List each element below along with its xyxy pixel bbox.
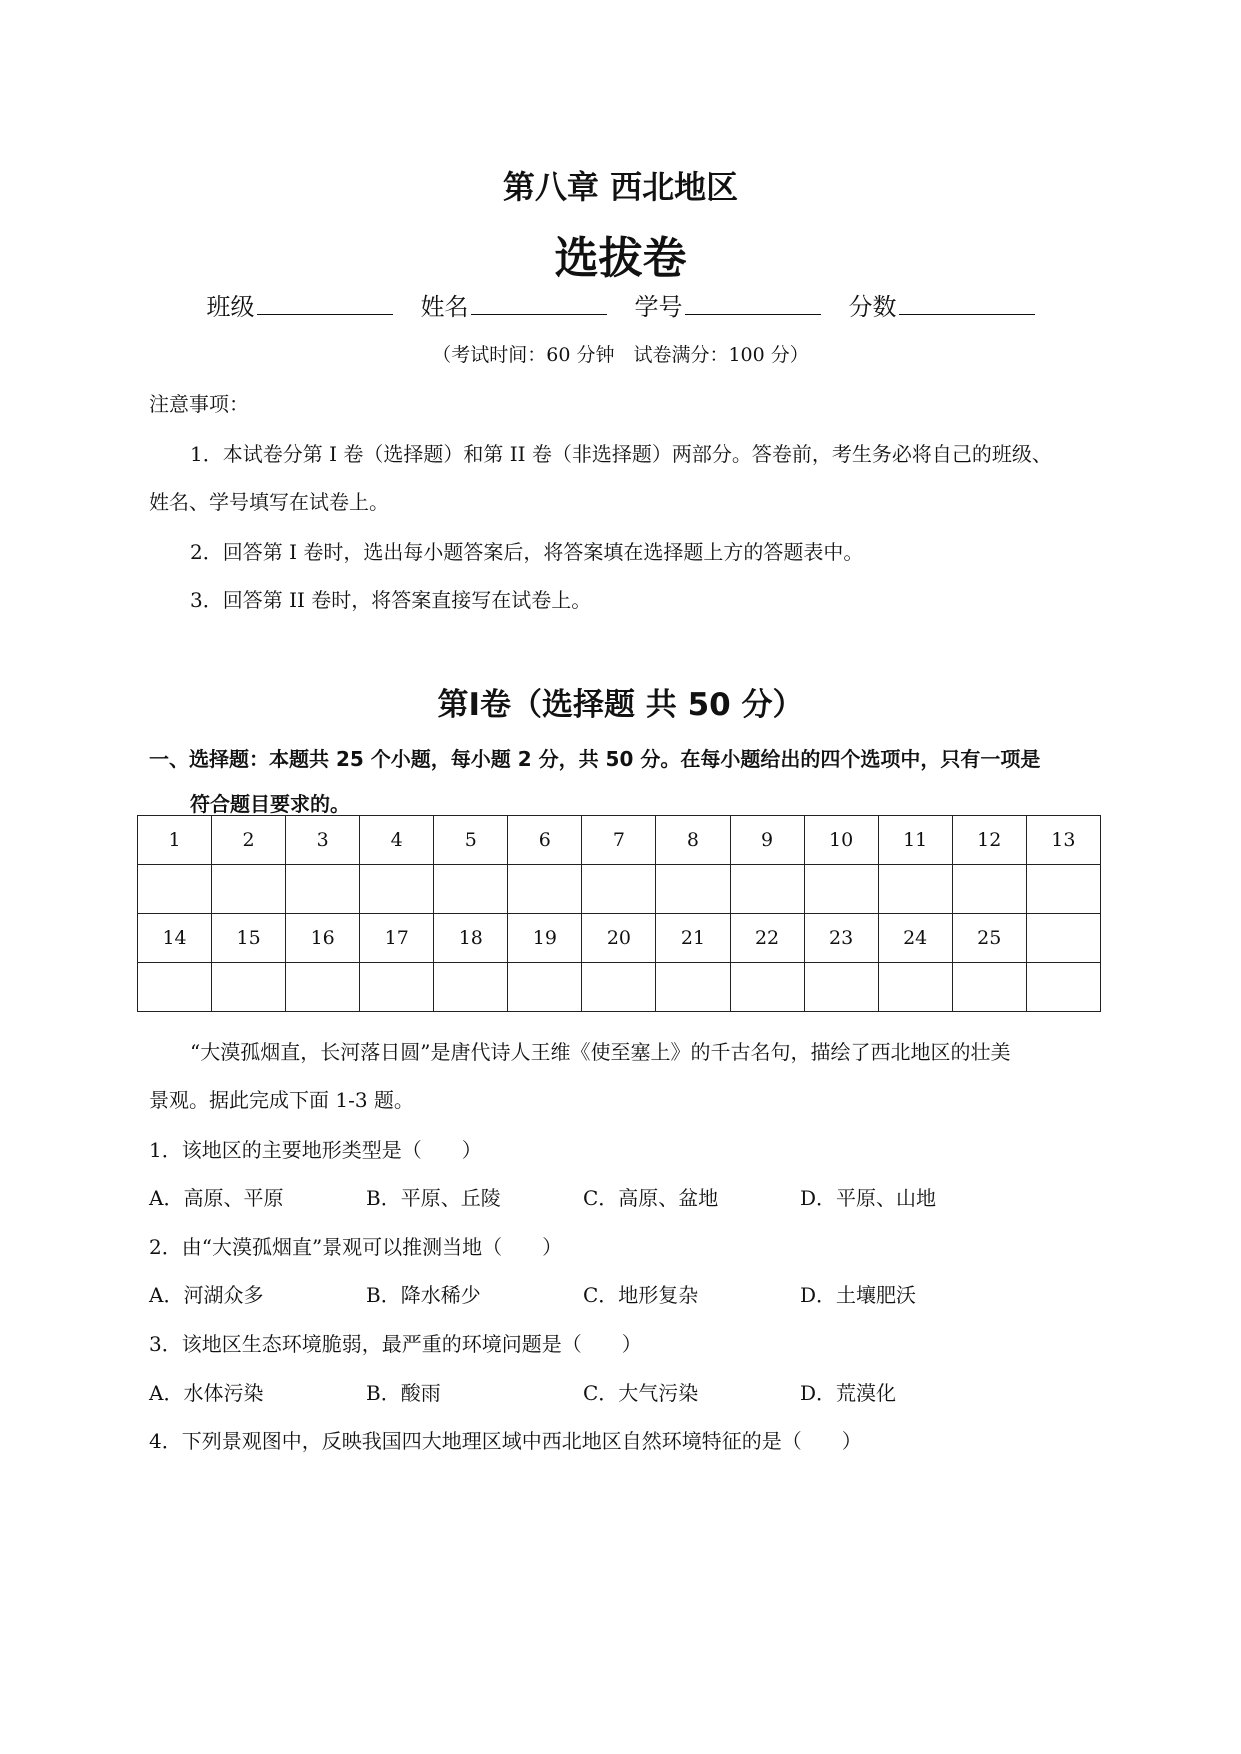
question-number: 18: [434, 914, 508, 963]
answer-cell[interactable]: [730, 865, 804, 914]
question-number: 25: [952, 914, 1026, 963]
answer-cell[interactable]: [878, 865, 952, 914]
question-number: 10: [804, 816, 878, 865]
question-1-stem: 1．该地区的主要地形类型是（ ）: [149, 1138, 482, 1162]
question-2-option-a[interactable]: A．河湖众多: [149, 1283, 264, 1307]
question-2-stem: 2．由“大漠孤烟直”景观可以推测当地（ ）: [149, 1235, 563, 1259]
question-number: 7: [582, 816, 656, 865]
answer-cell[interactable]: [138, 963, 212, 1012]
question-1-option-a[interactable]: A．高原、平原: [149, 1186, 284, 1210]
notice-heading: 注意事项：: [149, 392, 249, 416]
answer-cell[interactable]: [360, 865, 434, 914]
answer-cell[interactable]: [952, 865, 1026, 914]
question-3-option-a[interactable]: A．水体污染: [149, 1381, 264, 1405]
answer-cell[interactable]: [1026, 865, 1100, 914]
student-info-line: [0, 287, 1241, 322]
name-label: 姓名: [420, 293, 469, 321]
answer-cell[interactable]: [952, 963, 1026, 1012]
paper-subtitle: 选拔卷: [554, 233, 687, 284]
question-3-stem: 3．该地区生态环境脆弱，最严重的环境问题是（ ）: [149, 1332, 642, 1356]
notice-item-3: 3．回答第 II 卷时，将答案直接写在试卷上。: [190, 588, 592, 612]
answer-blank-row: [138, 865, 1101, 914]
question-number: 12: [952, 816, 1026, 865]
section-instruction: 一、选择题：本题共 25 个小题，每小题 2 分，共 50 分。在每小题给出的四个选项中，只有一项是: [149, 747, 1041, 771]
answer-cell[interactable]: [1026, 963, 1100, 1012]
question-2-option-b[interactable]: B．降水稀少: [366, 1283, 481, 1307]
answer-blank-row: [138, 963, 1101, 1012]
question-1-option-d[interactable]: D．平原、山地: [800, 1186, 937, 1210]
answer-cell[interactable]: [434, 865, 508, 914]
question-2-option-c[interactable]: C．地形复杂: [583, 1283, 699, 1307]
student-id-label: 学号: [634, 293, 683, 321]
section-instruction-cont: 符合题目要求的。: [190, 792, 350, 816]
answer-table: [137, 815, 1101, 1012]
section-title: 第I卷（选择题 共 50 分）: [437, 687, 804, 723]
answer-cell[interactable]: [508, 865, 582, 914]
answer-cell[interactable]: [656, 865, 730, 914]
notice-item-1: 1．本试卷分第 I 卷（选择题）和第 II 卷（非选择题）两部分。答卷前，考生务必将自己的班级、: [190, 442, 1052, 466]
question-number: 23: [804, 914, 878, 963]
question-number: 14: [138, 914, 212, 963]
class-label: 班级: [206, 293, 255, 321]
class-blank[interactable]: [257, 292, 393, 315]
student-id-blank[interactable]: [685, 292, 821, 315]
question-number: 4: [360, 816, 434, 865]
question-2-option-d[interactable]: D．土壤肥沃: [800, 1283, 917, 1307]
question-number: 20: [582, 914, 656, 963]
question-4-stem: 4．下列景观图中，反映我国四大地理区域中西北地区自然环境特征的是（ ）: [149, 1429, 862, 1453]
class-field[interactable]: [207, 287, 393, 322]
question-number: 22: [730, 914, 804, 963]
question-number: 5: [434, 816, 508, 865]
answer-cell[interactable]: [730, 963, 804, 1012]
answer-number-row: [138, 914, 1101, 963]
question-number: 1: [138, 816, 212, 865]
question-number: 21: [656, 914, 730, 963]
answer-cell[interactable]: [286, 865, 360, 914]
question-number: 8: [656, 816, 730, 865]
answer-cell[interactable]: [804, 963, 878, 1012]
question-number: [1026, 914, 1100, 963]
question-1-option-c[interactable]: C．高原、盆地: [583, 1186, 719, 1210]
question-number: 11: [878, 816, 952, 865]
question-number: 9: [730, 816, 804, 865]
student-id-field[interactable]: [635, 287, 821, 322]
passage-text: “大漠孤烟直，长河落日圆”是唐代诗人王维《使至塞上》的千古名句，描绘了西北地区的壮美: [190, 1040, 1011, 1064]
question-number: 19: [508, 914, 582, 963]
answer-cell[interactable]: [804, 865, 878, 914]
answer-cell[interactable]: [434, 963, 508, 1012]
question-number: 16: [286, 914, 360, 963]
name-field[interactable]: [421, 287, 607, 322]
question-number: 15: [212, 914, 286, 963]
passage-text-cont: 景观。据此完成下面 1-3 题。: [149, 1088, 414, 1112]
answer-cell[interactable]: [878, 963, 952, 1012]
question-3-option-d[interactable]: D．荒漠化: [800, 1381, 897, 1405]
answer-cell[interactable]: [360, 963, 434, 1012]
question-3-option-c[interactable]: C．大气污染: [583, 1381, 699, 1405]
answer-cell[interactable]: [138, 865, 212, 914]
chapter-title: 第八章 西北地区: [502, 168, 739, 206]
score-label: 分数: [848, 293, 897, 321]
name-blank[interactable]: [471, 292, 607, 315]
question-number: 3: [286, 816, 360, 865]
answer-cell[interactable]: [286, 963, 360, 1012]
answer-cell[interactable]: [212, 865, 286, 914]
answer-cell[interactable]: [582, 963, 656, 1012]
notice-item-1-cont: 姓名、学号填写在试卷上。: [149, 490, 389, 514]
score-field[interactable]: [849, 287, 1035, 322]
answer-number-row: [138, 816, 1101, 865]
question-number: 17: [360, 914, 434, 963]
answer-cell[interactable]: [212, 963, 286, 1012]
question-number: 24: [878, 914, 952, 963]
answer-cell[interactable]: [508, 963, 582, 1012]
question-number: 13: [1026, 816, 1100, 865]
question-number: 2: [212, 816, 286, 865]
answer-cell[interactable]: [582, 865, 656, 914]
answer-cell[interactable]: [656, 963, 730, 1012]
question-number: 6: [508, 816, 582, 865]
question-1-option-b[interactable]: B．平原、丘陵: [366, 1186, 501, 1210]
exam-time-note: （考试时间：60 分钟 试卷满分：100 分）: [432, 344, 809, 366]
notice-item-2: 2．回答第 I 卷时，选出每小题答案后，将答案填在选择题上方的答题表中。: [190, 540, 864, 564]
question-3-option-b[interactable]: B．酸雨: [366, 1381, 441, 1405]
score-blank[interactable]: [899, 292, 1035, 315]
